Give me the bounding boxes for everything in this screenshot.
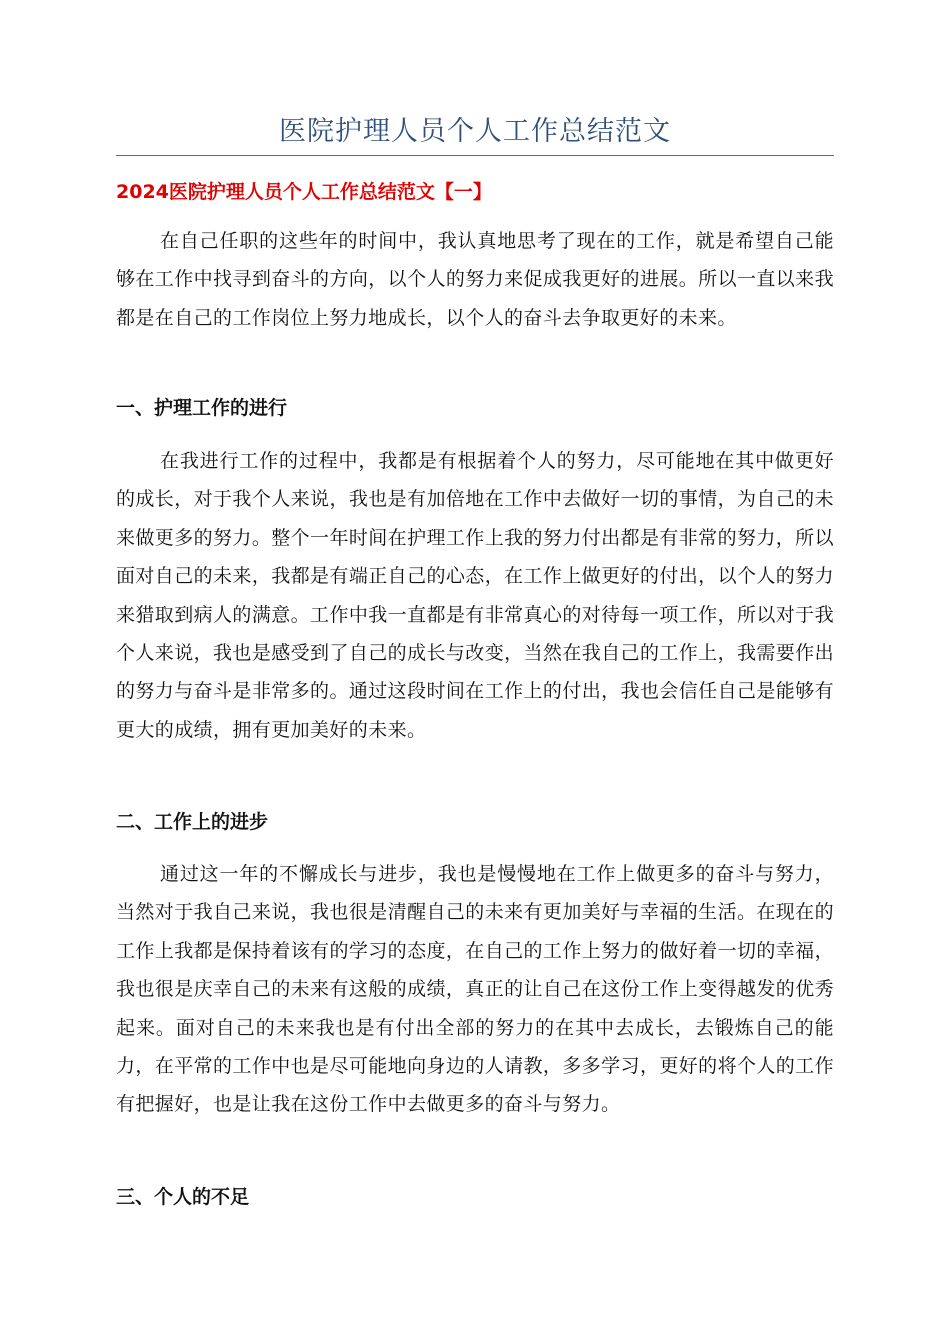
title-underline-divider — [116, 155, 834, 156]
section-heading-1: 一、护理工作的进行 — [116, 397, 288, 419]
document-subtitle: 2024医院护理人员个人工作总结范文【一】 — [116, 181, 492, 203]
section-paragraph-1: 在我进行工作的过程中，我都是有根据着个人的努力，尽可能地在其中做更好的成长，对于我个人来说，我也是有加倍地在工作中去做好一切的事情，为自己的未来做更多的努力。整个一年时间在护理工作上我的努力付出都是有非常的努力，所以面对自己的未来，我都是有端正自己的心态，在工作上做更好的付出，以个人的努力来猎取到病人的满意。工作中我一直都是有非常真心的对待每一项工作，所以对于我个人来说，我也是感受到了自己的成长与改变，当然在我自己的工作上，我需要作出的努力与奋斗是非常多的。通过这段时间在工作上的付出，我也会信任自己是能够有更大的成绩，拥有更加美好的未来。 — [116, 450, 834, 741]
section-paragraph-2: 通过这一年的不懈成长与进步，我也是慢慢地在工作上做更多的奋斗与努力，当然对于我自己来说，我也很是清醒自己的未来有更加美好与幸福的生活。在现在的工作上我都是保持着该有的学习的态度，在自己的工作上努力的做好着一切的幸福，我也很是庆幸自己的未来有这般的成绩，真正的让自己在这份工作上变得越发的优秀起来。面对自己的未来我也是有付出全部的努力的在其中去成长，去锻炼自己的能力，在平常的工作中也是尽可能地向身边的人请教，多多学习，更好的将个人的工作有把握好，也是让我在这份工作中去做更多的奋斗与努力。 — [116, 863, 834, 1116]
section-heading-2: 二、工作上的进步 — [116, 811, 269, 833]
section-heading-3: 三、个人的不足 — [116, 1186, 250, 1208]
document-title: 医院护理人员个人工作总结范文 — [279, 116, 671, 147]
intro-paragraph: 在自己任职的这些年的时间中，我认真地思考了现在的工作，就是希望自己能够在工作中找寻到奋斗的方向，以个人的努力来促成我更好的进展。所以一直以来我都是在自己的工作岗位上努力地成长，以个人的奋斗去争取更好的未来。 — [116, 230, 834, 329]
